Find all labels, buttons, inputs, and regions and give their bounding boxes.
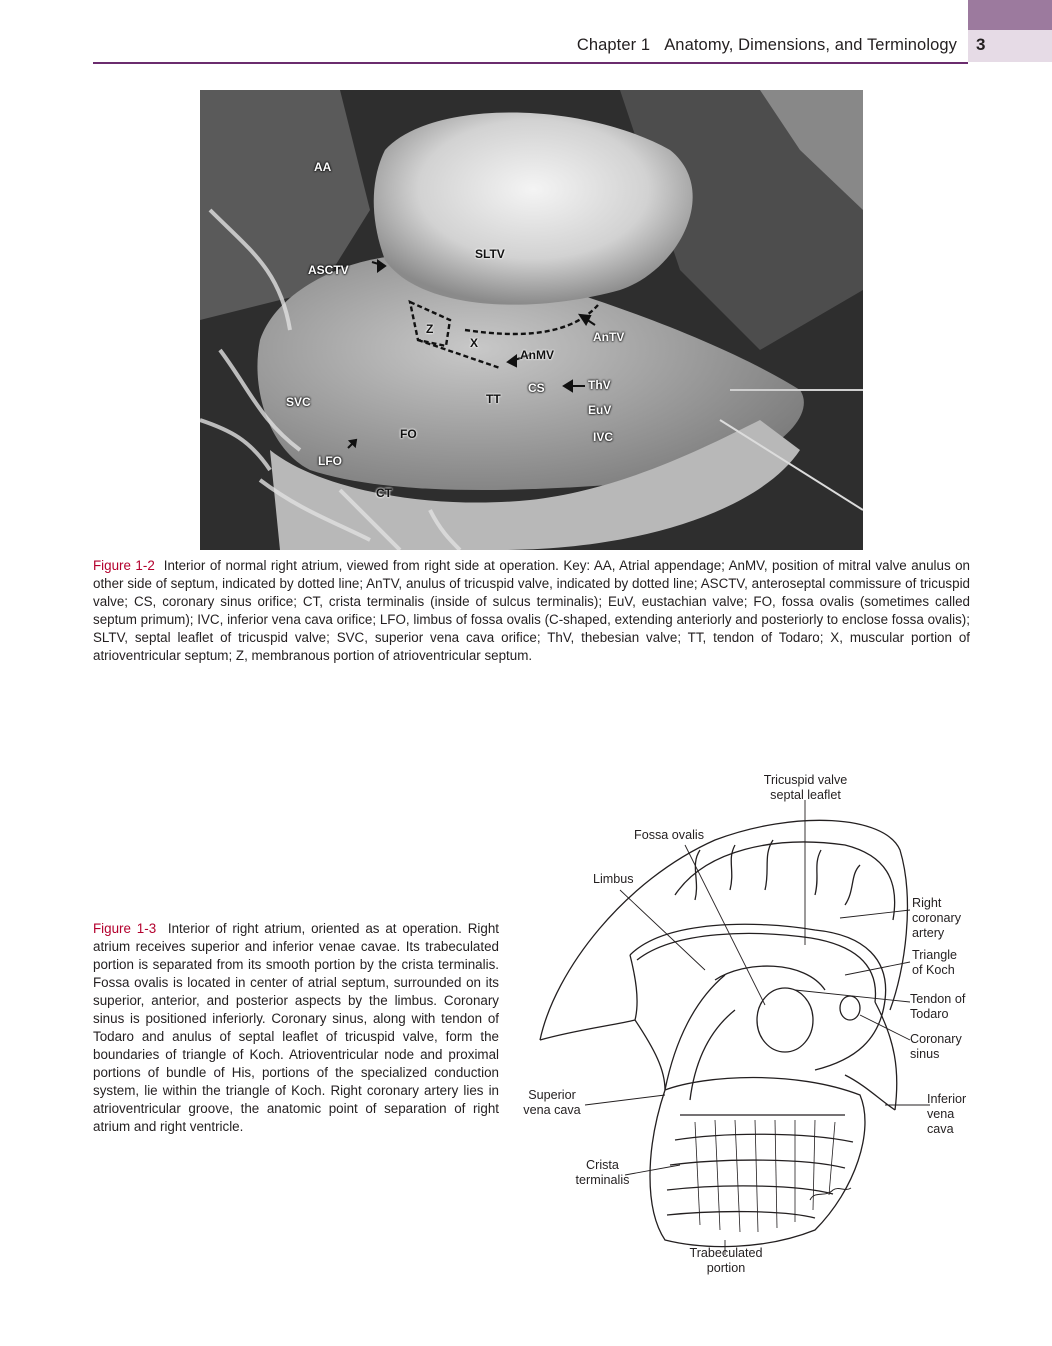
header-rule	[93, 62, 968, 64]
photo-label-lfo: LFO	[318, 454, 342, 468]
photo-label-anmv: AnMV	[520, 348, 554, 362]
label-trab-line2: portion	[706, 1261, 746, 1275]
label-tendon-of-todaro	[910, 992, 965, 1022]
chapter-title: Anatomy, Dimensions, and Terminology	[664, 36, 957, 54]
figure-1-3-drawing	[515, 770, 985, 1280]
label-ivc-line3: cava	[927, 1122, 954, 1136]
figure-1-3-label: Figure 1-3	[93, 921, 157, 936]
running-header	[577, 36, 957, 55]
label-crista-line1: Crista	[586, 1158, 619, 1172]
label-tricuspid-valve	[758, 773, 853, 803]
label-fossa-ovalis: Fossa ovalis	[634, 828, 704, 842]
label-triangle-line1: Triangle	[912, 948, 958, 962]
label-tricuspid-line2: septal leaflet	[770, 788, 841, 802]
label-limbus: Limbus	[593, 872, 634, 886]
label-inferior-vena-cava	[927, 1092, 966, 1137]
label-crista-line2: terminalis	[575, 1173, 630, 1187]
label-ivc-line1: Inferior	[927, 1092, 967, 1106]
label-superior-vena-cava	[516, 1088, 588, 1118]
label-rca-line1: Right	[912, 896, 942, 910]
figure-1-3-caption-text: Interior of right atrium, oriented as at operation. Right atrium receives superior and inferior venae cavae. Its trabeculated portion is separated from its smooth portion by the crista terminalis. Fossa ovalis is located in center of atrial septum, surrounded on its superior, anterior, and posterior aspects by the limbus. Coronary sinus is positioned inferiorly. Coronary sinus, along with tendon of Todaro and anulus of septal leaflet of tricuspid valve, form the boundaries of triangle of Koch. Atrioventricular node and proximal portions of bundle of His, portions of the specialized conduction system, lie within the triangle of Koch. Right coronary artery lies in atrioventricular groove, the anatomic point of separation of right atrium and right ventricle.	[93, 921, 499, 1134]
photo-label-aa: AA	[314, 160, 332, 174]
label-svc-line1: Superior	[528, 1088, 576, 1102]
label-tricuspid-line1: Tricuspid valve	[763, 773, 848, 787]
label-ivc-line2: vena	[927, 1107, 955, 1121]
label-rca-line2: coronary	[912, 911, 961, 925]
photo-label-z: Z	[426, 322, 434, 336]
photo-label-thv: ThV	[588, 378, 611, 392]
photo-label-sltv: SLTV	[475, 247, 505, 261]
label-cs-line2: sinus	[910, 1047, 940, 1061]
label-trabeculated-portion	[681, 1246, 771, 1276]
photo-label-x: X	[470, 336, 479, 350]
figure-1-2-caption	[93, 557, 970, 665]
photo-label-cs: CS	[528, 381, 545, 395]
figure-1-2-photo	[200, 90, 863, 550]
label-right-coronary-artery	[912, 896, 961, 941]
photo-label-antv: AnTV	[593, 330, 625, 344]
photo-label-ivc: IVC	[593, 430, 614, 444]
figure-1-3-caption	[93, 920, 499, 1136]
label-trab-line1: Trabeculated	[689, 1246, 763, 1260]
chapter-label: Chapter 1	[576, 36, 651, 54]
label-cs-line1: Coronary	[910, 1032, 962, 1046]
label-triangle-line2: of Koch	[912, 963, 955, 977]
label-tendon-line1: Tendon of	[910, 992, 966, 1006]
photo-label-asctv: ASCTV	[308, 263, 349, 277]
label-tendon-line2: Todaro	[910, 1007, 949, 1021]
page-tab-decoration	[968, 0, 1052, 30]
photo-label-fo: FO	[400, 427, 417, 441]
photo-label-euv: EuV	[588, 403, 612, 417]
label-triangle-of-koch	[912, 948, 957, 978]
page-number: 3	[976, 35, 986, 54]
figure-1-2-caption-text: Interior of normal right atrium, viewed from right side at operation. Key: AA, Atrial appendage; AnMV, position of mitral valve anulus on other side of septum, indicated by dotted line; AnTV, anulus of tricuspid valve, indicated by dotted line; ASCTV, anteroseptal commissure of tricuspid valve; CS, coronary sinus orifice; CT, crista terminalis (inside of sulcus terminalis); EuV, eustachian valve; FO, fossa ovalis (sometimes called septum primum); IVC, inferior vena cava orifice; LFO, limbus of fossa ovalis (C-shaped, extending anteriorly and posteriorly to enclose fossa ovalis); SLTV, septal leaflet of tricuspid valve; SVC, superior vena cava orifice; ThV, thebesian valve; TT, tendon of Todaro; X, muscular portion of atrioventricular septum; Z, membranous portion of atrioventricular septum.	[93, 558, 971, 663]
photo-illustration	[200, 90, 863, 550]
label-crista-terminalis	[570, 1158, 635, 1188]
figure-1-2-label: Figure 1-2	[93, 558, 155, 573]
photo-label-ct: CT	[376, 486, 392, 500]
photo-label-tt: TT	[486, 392, 501, 406]
label-rca-line3: artery	[912, 926, 945, 940]
photo-label-svc: SVC	[286, 395, 311, 409]
atrium-line-drawing	[515, 770, 985, 1280]
label-coronary-sinus	[910, 1032, 962, 1062]
label-svc-line2: vena cava	[523, 1103, 581, 1117]
